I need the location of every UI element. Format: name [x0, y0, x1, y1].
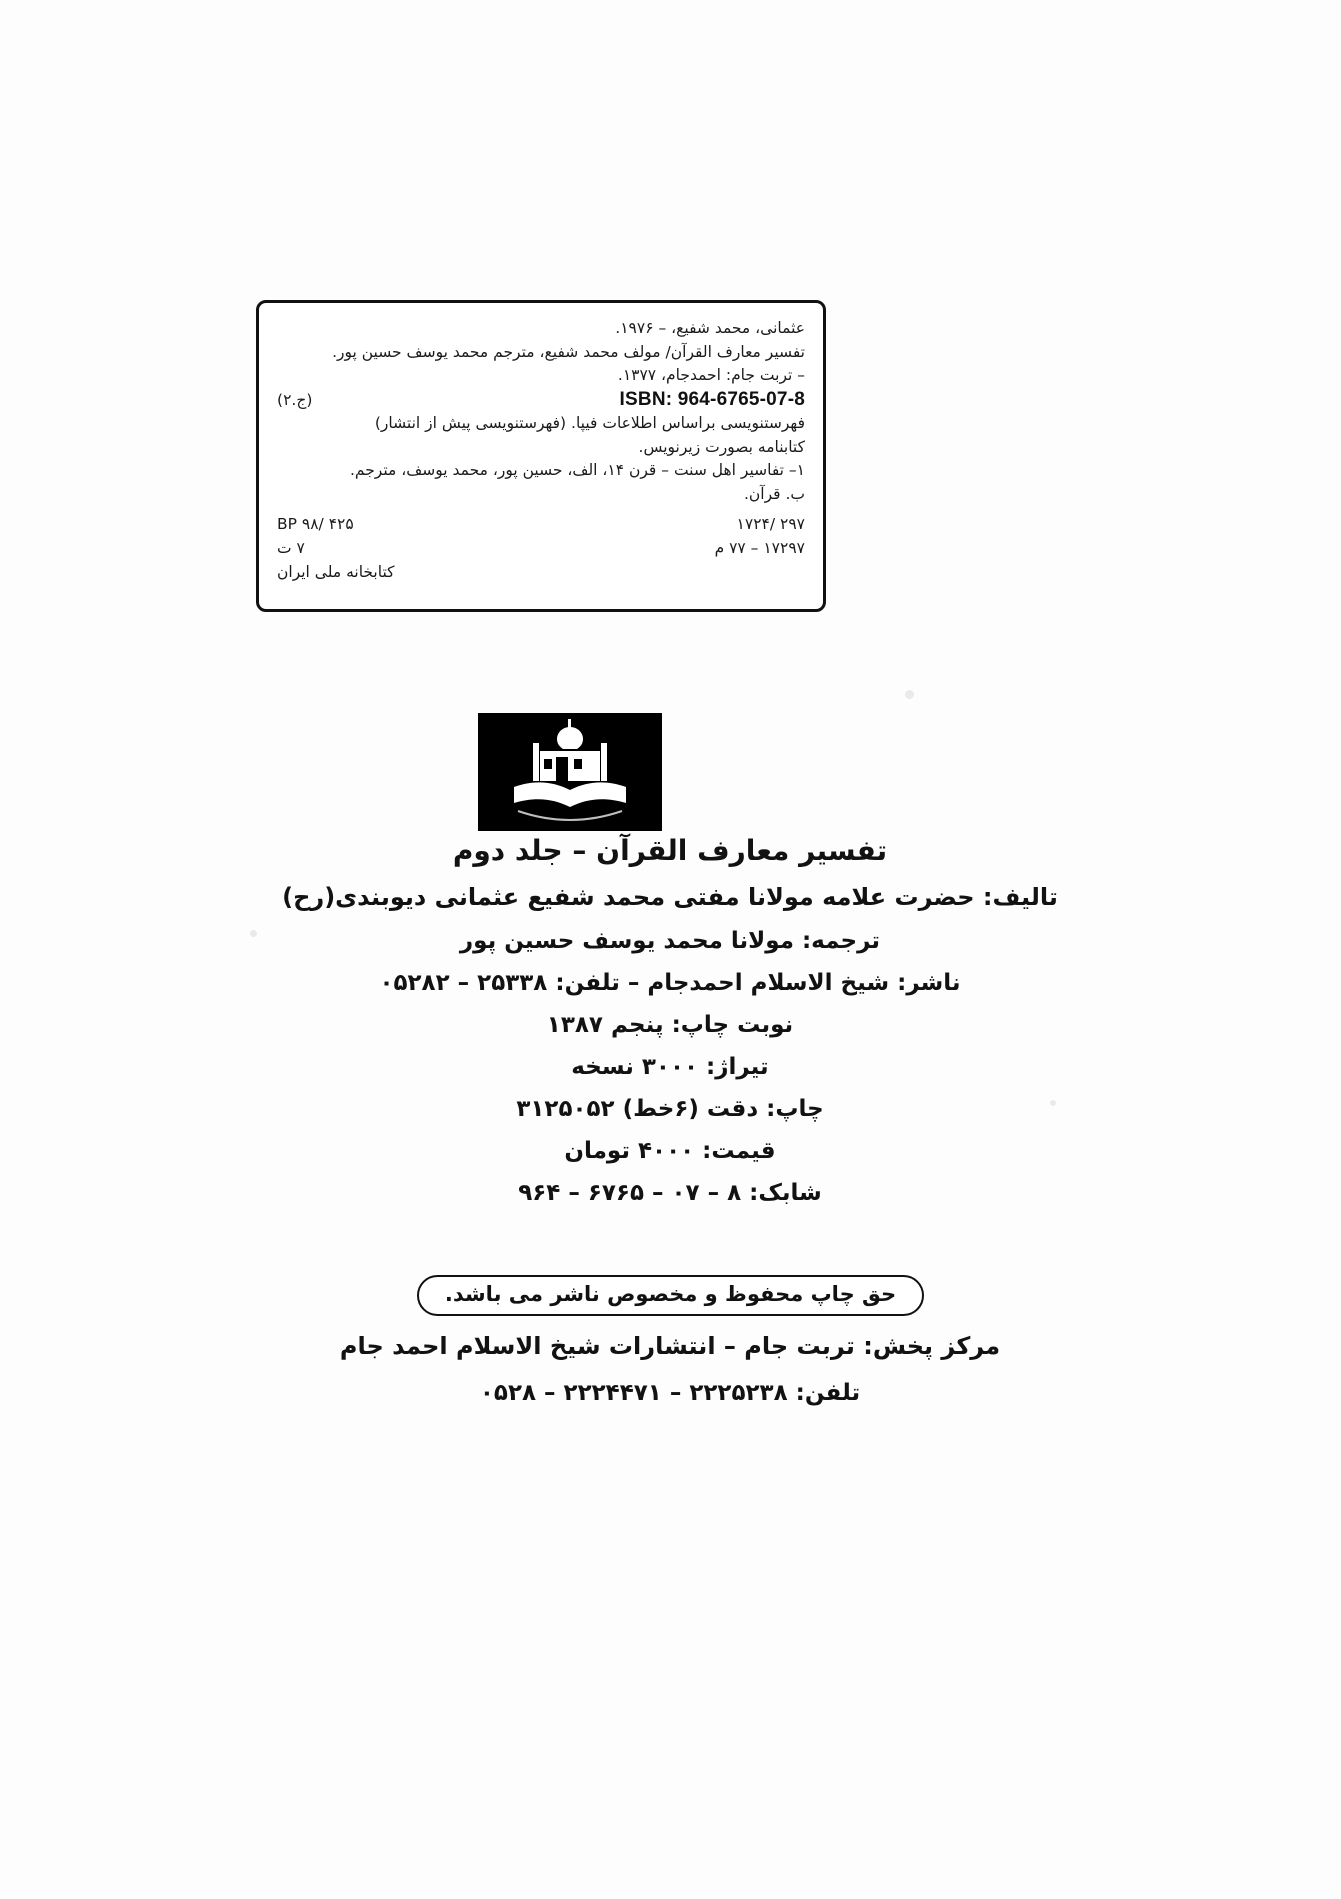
- colophon-block: [130, 836, 1210, 1224]
- book-title: تفسیر معارف القرآن – جلد دوم: [452, 834, 888, 867]
- distribution-block: [130, 1332, 1210, 1426]
- cip-line-imprint: – تربت جام: احمدجام، ۱۳۷۷.: [617, 366, 805, 385]
- scan-speck: [905, 690, 914, 699]
- book-author: تالیف: حضرت علامه مولانا مفتی محمد شفیع عثمانی دیوبندی(رح): [282, 883, 1058, 912]
- book-tirage: تیراژ: ۳۰۰۰ نسخه: [571, 1054, 769, 1080]
- cip-classification: [277, 512, 805, 584]
- distribution-phone: تلفن: ۲۲۲۵۲۳۸ – ۲۲۲۴۴۷۱ – ۰۵۲۸: [479, 1380, 861, 1406]
- cip-callnumber-row: [277, 512, 805, 536]
- scan-speck: [1050, 1100, 1056, 1106]
- cip-year-row: [277, 536, 805, 560]
- cip-line-title: تفسیر معارف القرآن/ مولف محمد شفیع، مترجم محمد یوسف حسین پور.: [332, 342, 805, 361]
- book-isbn: شابک: ۸ – ۰۷ – ۶۷۶۵ – ۹۶۴: [518, 1180, 822, 1207]
- cip-year-code: ۷ ت: [277, 539, 305, 558]
- cip-record-number: ۱۷۲۹۷ – ۷۷ م: [714, 539, 805, 558]
- scan-speck: [250, 930, 257, 937]
- cip-line-fipa: فهرستنویسی براساس اطلاعات فیپا. (فهرستنویسی پیش از انتشار): [374, 414, 805, 433]
- cip-library-row: [277, 560, 805, 584]
- cip-isbn-row: [277, 389, 805, 413]
- cip-call-number-right: BP ۹۸/ ۴۲۵: [277, 515, 354, 534]
- cip-line-volume: (ج.۲): [277, 390, 313, 409]
- isbn-code: ISBN: 964-6765-07-8: [619, 388, 805, 410]
- cip-line-subjects: ۱– تفاسیر اهل سنت – قرن ۱۴، الف، حسین پور، محمد یوسف، مترجم.: [349, 461, 805, 480]
- cip-line-bibliography: کتابنامه بصورت زیرنویس.: [638, 437, 805, 456]
- book-printer: چاپ: دقت (۶خط) ۳۱۲۵۰۵۲: [516, 1096, 824, 1123]
- rights-notice: حق چاپ محفوظ و مخصوص ناشر می باشد.: [417, 1275, 924, 1316]
- cip-call-number-left: ۲۹۷ /۱۷۲۴: [736, 515, 805, 534]
- book-edition: نوبت چاپ: پنجم ۱۳۸۷: [546, 1011, 794, 1038]
- distribution-center: مرکز پخش: تربت جام – انتشارات شیخ الاسلام احمد جام: [339, 1332, 1001, 1360]
- book-publisher: ناشر: شیخ الاسلام احمدجام – تلفن: ۲۵۳۳۸ – ۰۵۲۸۲: [379, 969, 961, 996]
- book-price: قیمت: ۴۰۰۰ تومان: [564, 1138, 776, 1165]
- book-translator: ترجمه: مولانا محمد یوسف حسین پور: [459, 927, 881, 954]
- cip-line-subject-b: ب. قرآن.: [743, 484, 805, 503]
- cip-line-author: عثمانی، محمد شفیع، – ۱۹۷۶.: [615, 319, 805, 337]
- cip-library-name: کتابخانه ملی ایران: [277, 563, 395, 582]
- cip-box: [256, 300, 826, 612]
- rights-notice-wrap: [0, 1275, 1341, 1316]
- publisher-emblem-icon: [478, 713, 662, 831]
